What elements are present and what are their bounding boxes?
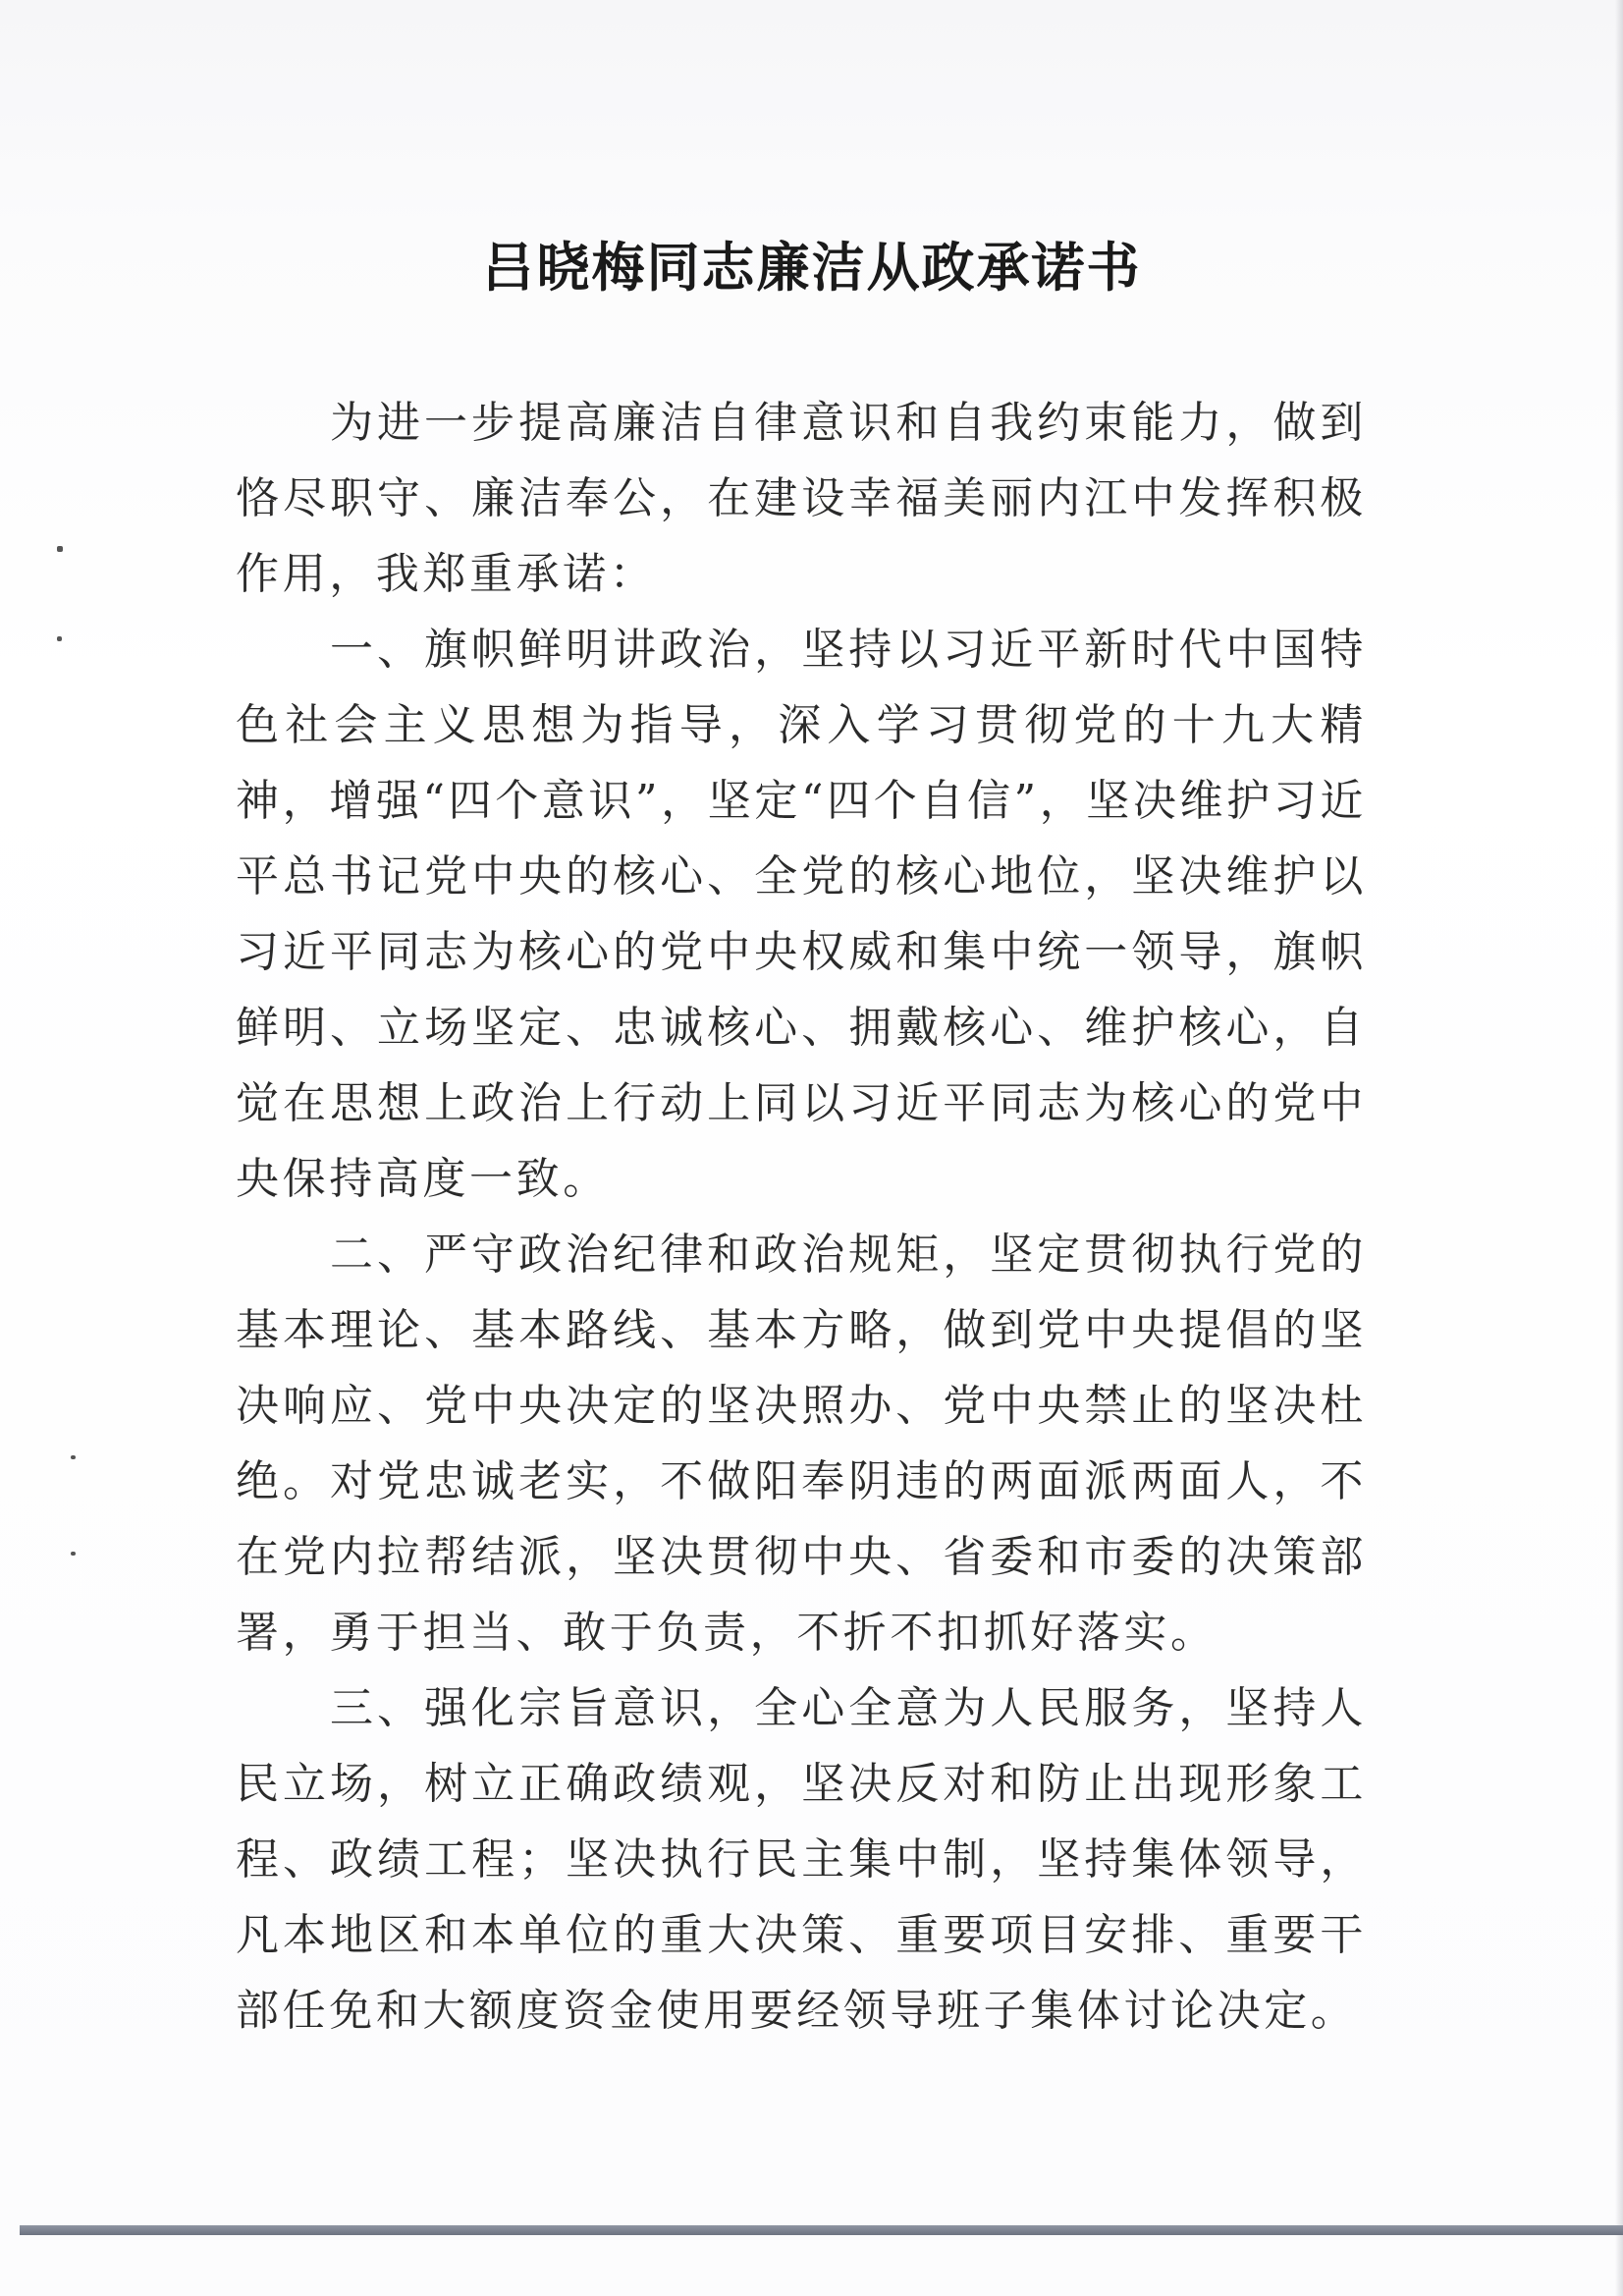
bottom-rule xyxy=(20,2225,1623,2235)
paragraph-intro: 为进一步提高廉洁自律意识和自我约束能力，做到恪尽职守、廉洁奉公，在建设幸福美丽内江中发挥积极作用，我郑重承诺： xyxy=(236,398,1367,599)
scan-speck xyxy=(71,1552,76,1556)
document-title: 吕晓梅同志廉洁从政承诺书 xyxy=(481,236,1142,299)
scan-speck xyxy=(57,546,63,552)
scan-speck xyxy=(71,1455,76,1459)
paragraph-point-one: 一、旗帜鲜明讲政治，坚持以习近平新时代中国特色社会主义思想为指导，深入学习贯彻党的十九大精神，增强“四个意识”，坚定“四个自信”，坚决维护习近平总书记党中央的核心、全党的核心地位，坚决维护以习近平同志为核心的党中央权威和集中统一领导，旗帜鲜明、立场坚定、忠诚核心、拥戴核心、维护核心，自觉在思想上政治上行动上同以习近平同志为核心的党中央保持高度一致。 xyxy=(236,625,1367,1204)
scan-speck xyxy=(57,636,62,641)
paragraph-point-two: 二、严守政治纪律和政治规矩，坚定贯彻执行党的基本理论、基本路线、基本方略，做到党中央提倡的坚决响应、党中央决定的坚决照办、党中央禁止的坚决杜绝。对党忠诚老实，不做阳奉阴违的两面派两面人，不在党内拉帮结派，坚决贯彻中央、省委和市委的决策部署，勇于担当、敢于负责，不折不扣抓好落实。 xyxy=(236,1230,1367,1658)
scan-edge-shadow xyxy=(1615,0,1623,2296)
document-body xyxy=(236,385,1367,2049)
paragraph-point-three: 三、强化宗旨意识，全心全意为人民服务，坚持人民立场，树立正确政绩观，坚决反对和防止出现形象工程、政绩工程；坚决执行民主集中制，坚持集体领导，凡本地区和本单位的重大决策、重要项目安排、重要干部任免和大额度资金使用要经领导班子集体讨论决定。 xyxy=(236,1683,1367,2036)
